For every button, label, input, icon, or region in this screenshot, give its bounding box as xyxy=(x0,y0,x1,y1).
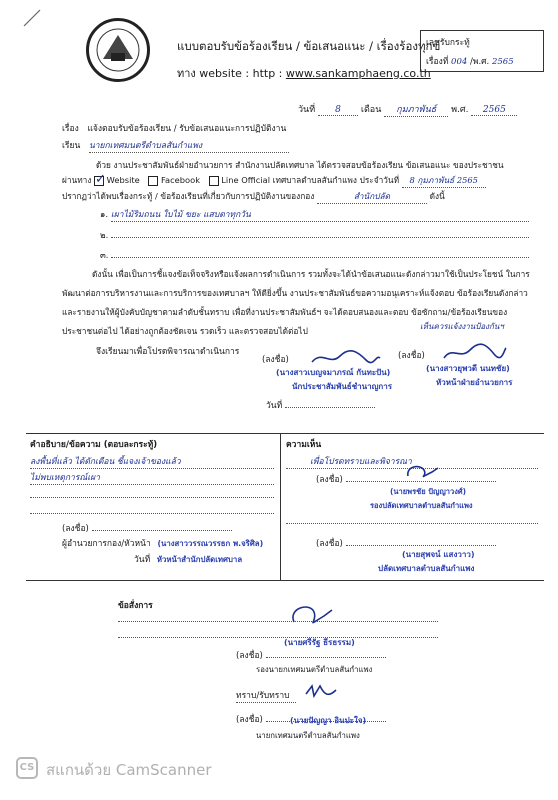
handwritten-signature-mayor xyxy=(302,680,342,702)
handwritten-signature-deputy xyxy=(402,460,442,482)
deputy-mayor-position: รองนายกเทศมนตรีตำบลสันกำแพง xyxy=(256,665,373,674)
orders-sign-label-2: (ลงชื่อ) xyxy=(236,715,263,725)
item-3-no: ๓. xyxy=(100,251,109,261)
top-left-position: นักประชาสัมพันธ์ชำนาญการ xyxy=(292,382,393,391)
municipal-seal xyxy=(86,18,150,82)
body-para-3: ดังนั้น เพื่อเป็นการชี้แจงข้อเท็จจริงหรือแจ้งผลการดำเนินการ รวมทั้งจะได้นำข้อเสนอแนะดังกล่าวมาใช้เป็นประโยชน์ ในการพัฒนาต่อการบริหารงานและการบริการของเทศบาลฯ ให้ดียิ่งขึ้น งานประชาสัมพันธ์ขอความอนุเคราะห์แจ้งตอบ ข้อร้องเรียนดังกล่าวและรายงานให้ผู้บังคับบัญชาตามลำดับชั้นทราบ เพื่อที่งานประชาสัมพันธ์ฯ จะได้ตอบสนองและตอบ ข้อซักถาม/ข้อร้องเรียนของประชาชนต่อไป ได้อย่างถูกต้องชัดเจน รวดเร็ว และตรวจสอบได้ต่อไป xyxy=(62,269,530,336)
ack-label: ทราบ/รับทราบ xyxy=(236,688,296,703)
clerk-name: (นายสุพจน์ แสงวาว) xyxy=(402,550,475,559)
day-label: วันที่ xyxy=(298,105,316,115)
receipt-year-value: 2565 xyxy=(491,57,514,67)
receipt-year-label: /พ.ศ. xyxy=(469,57,490,67)
item-1-text: เผาไม้ริมถนน ใบไม้ ขยะ แสบตาทุกวัน xyxy=(111,207,529,222)
item-1-no: ๑. xyxy=(100,210,109,220)
deputy-name: (นายพรชัย ปัญญาวงศ์) xyxy=(390,487,467,496)
facebook-checkbox[interactable] xyxy=(148,176,158,186)
top-date-label: วันที่ xyxy=(266,401,283,411)
body-para-2 xyxy=(62,189,538,204)
line-option: Line Official เทศบาลตำบลสันกำแพง ประจำวันที่ xyxy=(221,175,400,185)
top-date-line xyxy=(266,398,375,412)
top-right-position: หัวหน้าฝ่ายอำนวยการ xyxy=(436,378,513,387)
item-3 xyxy=(100,248,536,262)
orders-sign-line-1 xyxy=(236,648,386,662)
camscanner-logo: CS xyxy=(16,757,38,779)
handwritten-signature-right xyxy=(440,342,510,364)
para3-annotation: เห็นควรแจ้งงานป้องกันฯ xyxy=(420,322,504,331)
mayor-position: นายกเทศมนตรีตำบลสันกำแพง xyxy=(256,731,360,740)
orders-sign-label-1: (ลงชื่อ) xyxy=(236,651,263,661)
column-divider xyxy=(280,434,281,580)
subject-label: เรื่อง xyxy=(62,124,79,134)
subject-line xyxy=(62,121,286,135)
top-date-blank xyxy=(285,398,375,408)
director-date-line xyxy=(134,552,242,566)
facebook-option: Facebook xyxy=(161,175,201,185)
year-value: 2565 xyxy=(471,105,517,116)
deputy-position: รองปลัดเทศบาลตำบลสันกำแพง xyxy=(370,501,473,510)
receipt-number-row xyxy=(426,54,538,68)
top-sign-label-right: (ลงชื่อ) xyxy=(398,351,425,361)
item-3-blank xyxy=(111,248,529,258)
website-option: Website xyxy=(106,175,140,185)
channel-line xyxy=(62,173,486,188)
camscanner-watermark: สแกนด้วย CamScanner xyxy=(46,761,212,779)
ack-line xyxy=(236,688,296,703)
left-sign-blank xyxy=(92,521,232,531)
director-position: หัวหน้าสำนักปลัดเทศบาล xyxy=(156,555,243,564)
website-link[interactable]: www.sankamphaeng.co.th xyxy=(285,67,431,80)
clerk-position: ปลัดเทศบาลตำบลสันกำแพง xyxy=(378,564,475,573)
right-box-title: ความเห็น xyxy=(286,440,322,450)
director-line xyxy=(62,536,263,550)
para2-prefix: ปรากฏว่าได้พบเรื่องกระทู้ / ข้อร้องเรียนที่เกี่ยวกับการปฏิบัติงานของกอง xyxy=(62,191,315,201)
left-box-line-4 xyxy=(30,504,274,514)
left-box-title: คำอธิบาย/ข้อความ (ตอบละกระทู้) xyxy=(30,440,158,450)
item-1 xyxy=(100,207,536,222)
left-box-line-2: ไม่พบเหตุการณ์เผา xyxy=(30,470,274,485)
item-2-no: ๒. xyxy=(100,231,109,241)
recipient-label: เรียน xyxy=(62,141,81,151)
director-label: ผู้อำนวยการกอง/หัวหน้า xyxy=(62,539,151,549)
division-value: สำนักปลัด xyxy=(317,189,427,204)
corner-mark xyxy=(22,8,42,28)
left-box-line-3 xyxy=(30,488,274,498)
channel-date: 8 กุมภาพันธ์ 2565 xyxy=(402,173,486,188)
right-line-extra xyxy=(286,514,538,524)
receipt-box xyxy=(420,30,544,72)
website-checkbox[interactable] xyxy=(94,176,104,186)
right-opinion: เพื่อโปรดทราบและพิจารณา xyxy=(286,454,538,469)
para2-suffix: ดังนี้ xyxy=(429,191,445,201)
day-value: 8 xyxy=(318,105,358,116)
right-sign-blank-2 xyxy=(346,536,496,546)
orders-line-1 xyxy=(118,612,438,622)
receipt-no-value: 004 xyxy=(451,57,468,67)
month-label: เดือน xyxy=(360,105,382,115)
receipt-no-label: เรื่องที่ xyxy=(426,57,449,67)
channel-label: ผ่านทาง xyxy=(62,175,92,185)
left-sign-label: (ลงชื่อ) xyxy=(62,524,89,534)
subject-text: แจ้งตอบรับข้อร้องเรียน / รับข้อเสนอแนะการปฏิบัติงาน xyxy=(87,124,287,134)
orders-sign-blank-1 xyxy=(266,648,386,658)
mayor-name: (นายปัญญา อินปะใจ) xyxy=(290,716,367,725)
right-sign-label-1: (ลงชื่อ) xyxy=(316,475,343,485)
website-prefix: ทาง website : http : xyxy=(177,67,283,80)
recipient-value: นายกเทศมนตรีตำบลสันกำแพง xyxy=(89,138,289,153)
top-left-name: (นางสาวเบญจมาภรณ์ กันทะปัน) xyxy=(276,368,391,377)
receipt-label: เลขรับกระทู้ xyxy=(426,38,470,48)
top-sign-label-left: (ลงชื่อ) xyxy=(262,355,289,365)
left-sign-line xyxy=(62,521,232,535)
orders-title: ข้อสั่งการ xyxy=(118,601,153,611)
item-2 xyxy=(100,228,536,242)
left-box-line-1: ลงพื้นที่แล้ว ได้ตักเตือน ชี้แจงเจ้าของแล้ว xyxy=(30,454,274,469)
orders-line-2 xyxy=(118,628,438,638)
deputy-mayor-name: (นายศรีรัฐ ธีรธรรม) xyxy=(284,638,355,647)
top-right-name: (นางสาวยุพวดี นนทชัย) xyxy=(426,364,510,373)
director-date-label: วันที่ xyxy=(134,555,151,565)
closing-line: จึงเรียนมาเพื่อโปรดพิจารณาดำเนินการ xyxy=(96,347,240,357)
handwritten-signature-deputy-mayor xyxy=(286,600,336,630)
date-line xyxy=(298,102,517,117)
item-2-blank xyxy=(111,228,529,238)
year-label: พ.ศ. xyxy=(451,105,469,115)
right-sign-label-2: (ลงชื่อ) xyxy=(316,539,343,549)
recipient-line xyxy=(62,138,289,153)
handwritten-signature-left xyxy=(308,348,384,368)
director-name: (นางสาววรรณวรรธก พ.จริศิล) xyxy=(157,539,264,548)
line-checkbox[interactable] xyxy=(209,176,219,186)
website-line xyxy=(177,64,431,82)
body-para-1: ด้วย งานประชาสัมพันธ์ฝ่ายอำนวยการ สำนักงานปลัดเทศบาล ได้ตรวจสอบข้อร้องเรียน ข้อเสนอแนะ ของประชาชน xyxy=(96,160,504,170)
month-value: กุมภาพันธ์ xyxy=(384,102,448,117)
form-title: แบบตอบรับข้อร้องเรียน / ข้อเสนอแนะ / เรื่องร้องทุกข์ xyxy=(177,39,441,53)
